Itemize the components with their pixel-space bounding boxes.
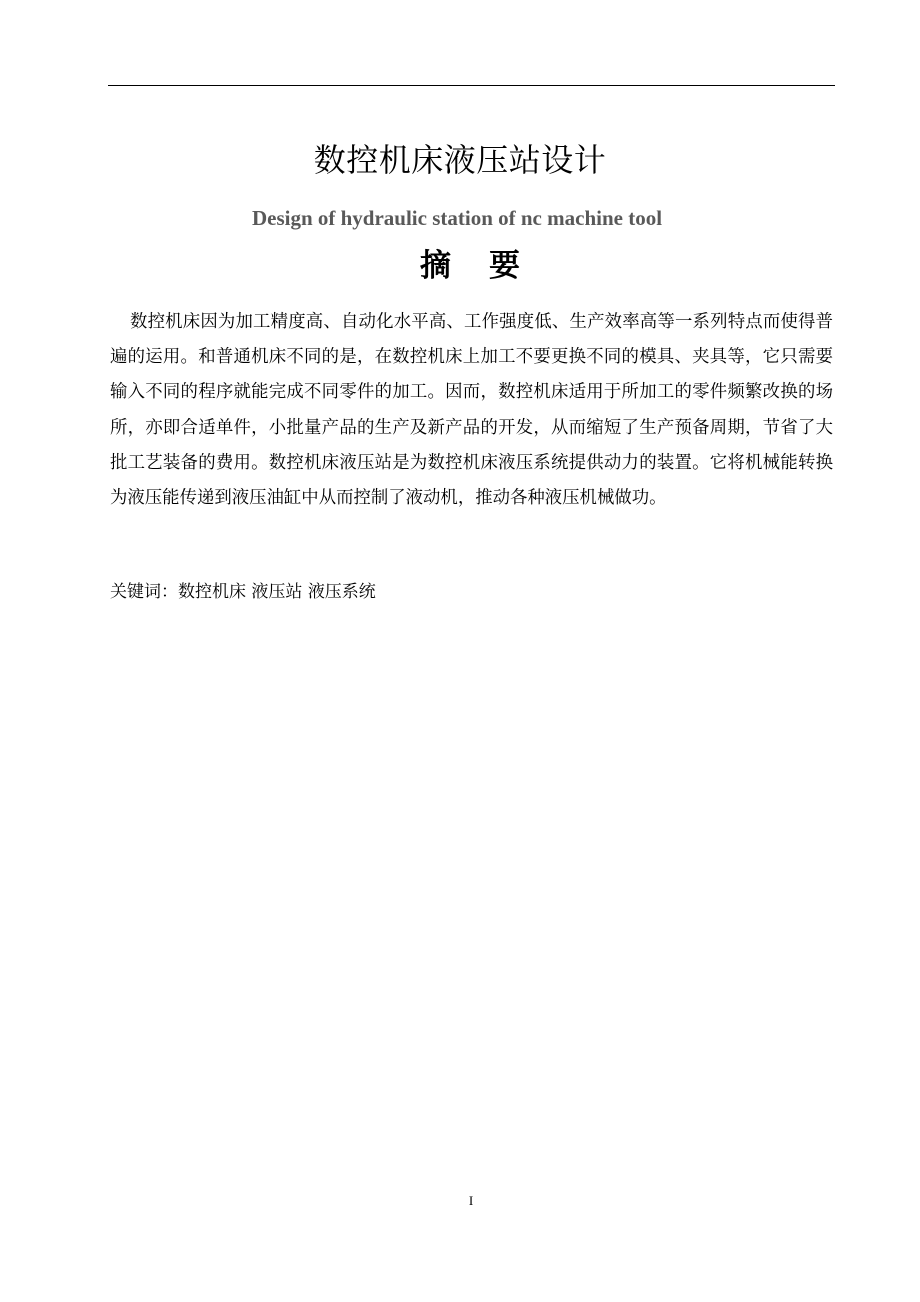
keywords-line (110, 578, 810, 606)
abstract-heading-first-char: 摘 (420, 248, 451, 284)
keyword-item: 数控机床 (178, 582, 246, 602)
keyword-item: 液压站 (251, 582, 303, 602)
page-number: I (468, 1193, 474, 1208)
keywords-label: 关键词： (110, 582, 178, 602)
keyword-item: 液压系统 (307, 582, 376, 602)
document-title: 数控机床液压站设计 (313, 141, 607, 179)
abstract-body: 数控机床因为加工精度高、自动化水平高、工作强度低、生产效率高等一系列特点而使得普遍的运用。和普通机床不同的是，在数控机床上加工不要更换不同的模具、夹具等，它只需要输入不同的程序就能完成不同零件的加工。因而，数控机床适用于所加工的零件频繁改换的场所，亦即合适单件，小批量产品的生产及新产品的开发，从而缩短了生产预备周期，节省了大批工艺装备的费用。数控机床液压站是为数控机床液压系统提供动力的装置。它将机械能转换为液压能传递到液压油缸中从而控制了液动机，推动各种液压机械做功。 (110, 312, 833, 509)
abstract-heading-second-char: 要 (489, 248, 520, 284)
abstract-heading (0, 240, 920, 292)
header-rule (108, 85, 835, 86)
document-subtitle-english: Design of hydraulic station of nc machine tool (251, 206, 663, 230)
